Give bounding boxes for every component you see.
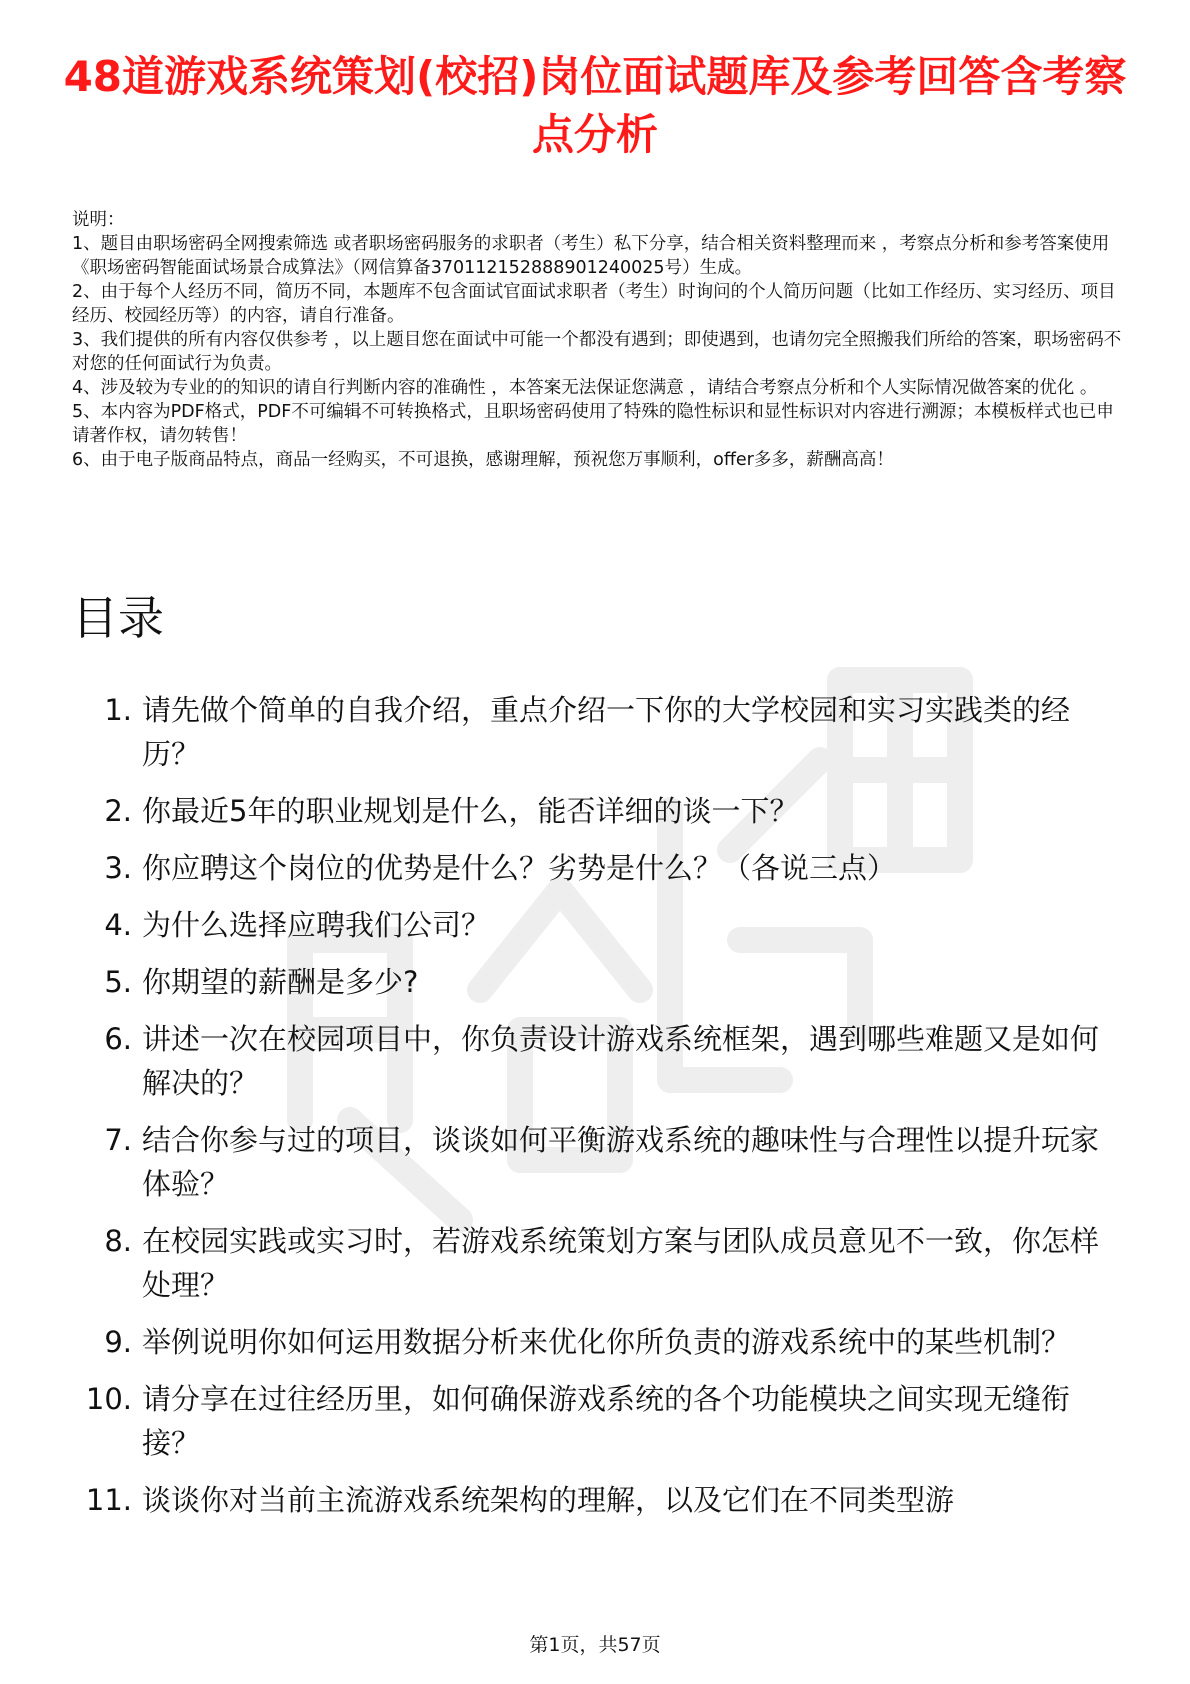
toc-item-number: 8. [104, 1224, 132, 1258]
toc-item[interactable] [0, 903, 1190, 947]
toc-list [0, 688, 1190, 1535]
note-item: 3、我们提供的所有内容仅供参考 ，以上题目您在面试中可能一个都没有遇到；即使遇到，也请勿完全照搬我们所给的答案，职场密码不对您的任何面试行为负责。 [72, 330, 1122, 374]
toc-item-text: 你最近5年的职业规划是什么，能否详细的谈一下？ [142, 794, 799, 828]
toc-item[interactable] [0, 1478, 1190, 1522]
note-item: 5、本内容为PDF格式，PDF不可编辑不可转换格式，且职场密码使用了特殊的隐性标识和显性标识对内容进行溯源；本模板样式也已申请著作权，请勿转售！ [72, 402, 1114, 446]
toc-item-number: 2. [104, 794, 132, 828]
toc-item-text: 讲述一次在校园项目中，你负责设计游戏系统框架，遇到哪些难题又是如何解决的？ [142, 1022, 1100, 1100]
toc-item[interactable] [0, 1320, 1190, 1364]
toc-item-number: 3. [104, 851, 132, 885]
toc-item-text: 谈谈你对当前主流游戏系统架构的理解，以及它们在不同类型游 [142, 1483, 955, 1517]
toc-item-number: 9. [104, 1325, 132, 1359]
note-item: 4、涉及较为专业的的知识的请自行判断内容的准确性 ，本答案无法保证您满意 ，请结合考察点分析和个人实际情况做答案的优化 。 [72, 378, 1098, 398]
toc-item[interactable] [0, 1118, 1190, 1206]
toc-item-text: 请先做个简单的自我介绍，重点介绍一下你的大学校园和实习实践类的经历？ [142, 693, 1071, 771]
toc-item-text: 为什么选择应聘我们公司？ [142, 908, 491, 942]
toc-item-number: 11. [85, 1483, 132, 1517]
toc-item-text: 在校园实践或实习时，若游戏系统策划方案与团队成员意见不一致，你怎样处理？ [142, 1224, 1100, 1302]
toc-item[interactable] [0, 1219, 1190, 1307]
toc-item-text: 你期望的薪酬是多少? [142, 965, 419, 999]
toc-item-text: 举例说明你如何运用数据分析来优化你所负责的游戏系统中的某些机制？ [142, 1325, 1071, 1359]
note-item: 6、由于电子版商品特点，商品一经购买，不可退换，感谢理解，预祝您万事顺利，offer多多，薪酬高高！ [72, 450, 894, 470]
toc-item-number: 10. [85, 1382, 132, 1416]
toc-item-number: 7. [104, 1123, 132, 1157]
toc-item-text: 你应聘这个岗位的优势是什么？劣势是什么？（各说三点） [142, 851, 897, 885]
toc-item[interactable] [0, 688, 1190, 776]
toc-item-text: 请分享在过往经历里，如何确保游戏系统的各个功能模块之间实现无缝衔接？ [142, 1382, 1071, 1460]
toc-item-number: 6. [104, 1022, 132, 1056]
note-item: 1、题目由职场密码全网搜索筛选 或者职场密码服务的求职者（考生）私下分享，结合相关资料整理而来 ，考察点分析和参考答案使用《职场密码智能面试场景合成算法》（网信算备370112152888901240025号）生成。 [72, 234, 1110, 278]
page-footer: 第1页，共57页 [529, 1634, 661, 1656]
toc-item-text: 结合你参与过的项目，谈谈如何平衡游戏系统的趣味性与合理性以提升玩家体验？ [142, 1123, 1100, 1201]
toc-item[interactable] [0, 789, 1190, 833]
toc-item[interactable] [0, 960, 1190, 1004]
document-title: 48道游戏系统策划(校招)岗位面试题库及参考回答含考察点分析 [63, 52, 1127, 159]
toc-item[interactable] [0, 846, 1190, 890]
toc-heading: 目录 [72, 591, 164, 645]
disclaimer-notes [72, 208, 1122, 472]
notes-heading: 说明： [72, 210, 125, 230]
toc-item-number: 4. [104, 908, 132, 942]
note-item: 2、由于每个人经历不同，简历不同，本题库不包含面试官面试求职者（考生）时询问的个人简历问题（比如工作经历、实习经历、项目经历、校园经历等）的内容，请自行准备。 [72, 282, 1116, 326]
toc-item-number: 5. [104, 965, 132, 999]
toc-item[interactable] [0, 1017, 1190, 1105]
toc-item[interactable] [0, 1377, 1190, 1465]
toc-item-number: 1. [104, 693, 132, 727]
